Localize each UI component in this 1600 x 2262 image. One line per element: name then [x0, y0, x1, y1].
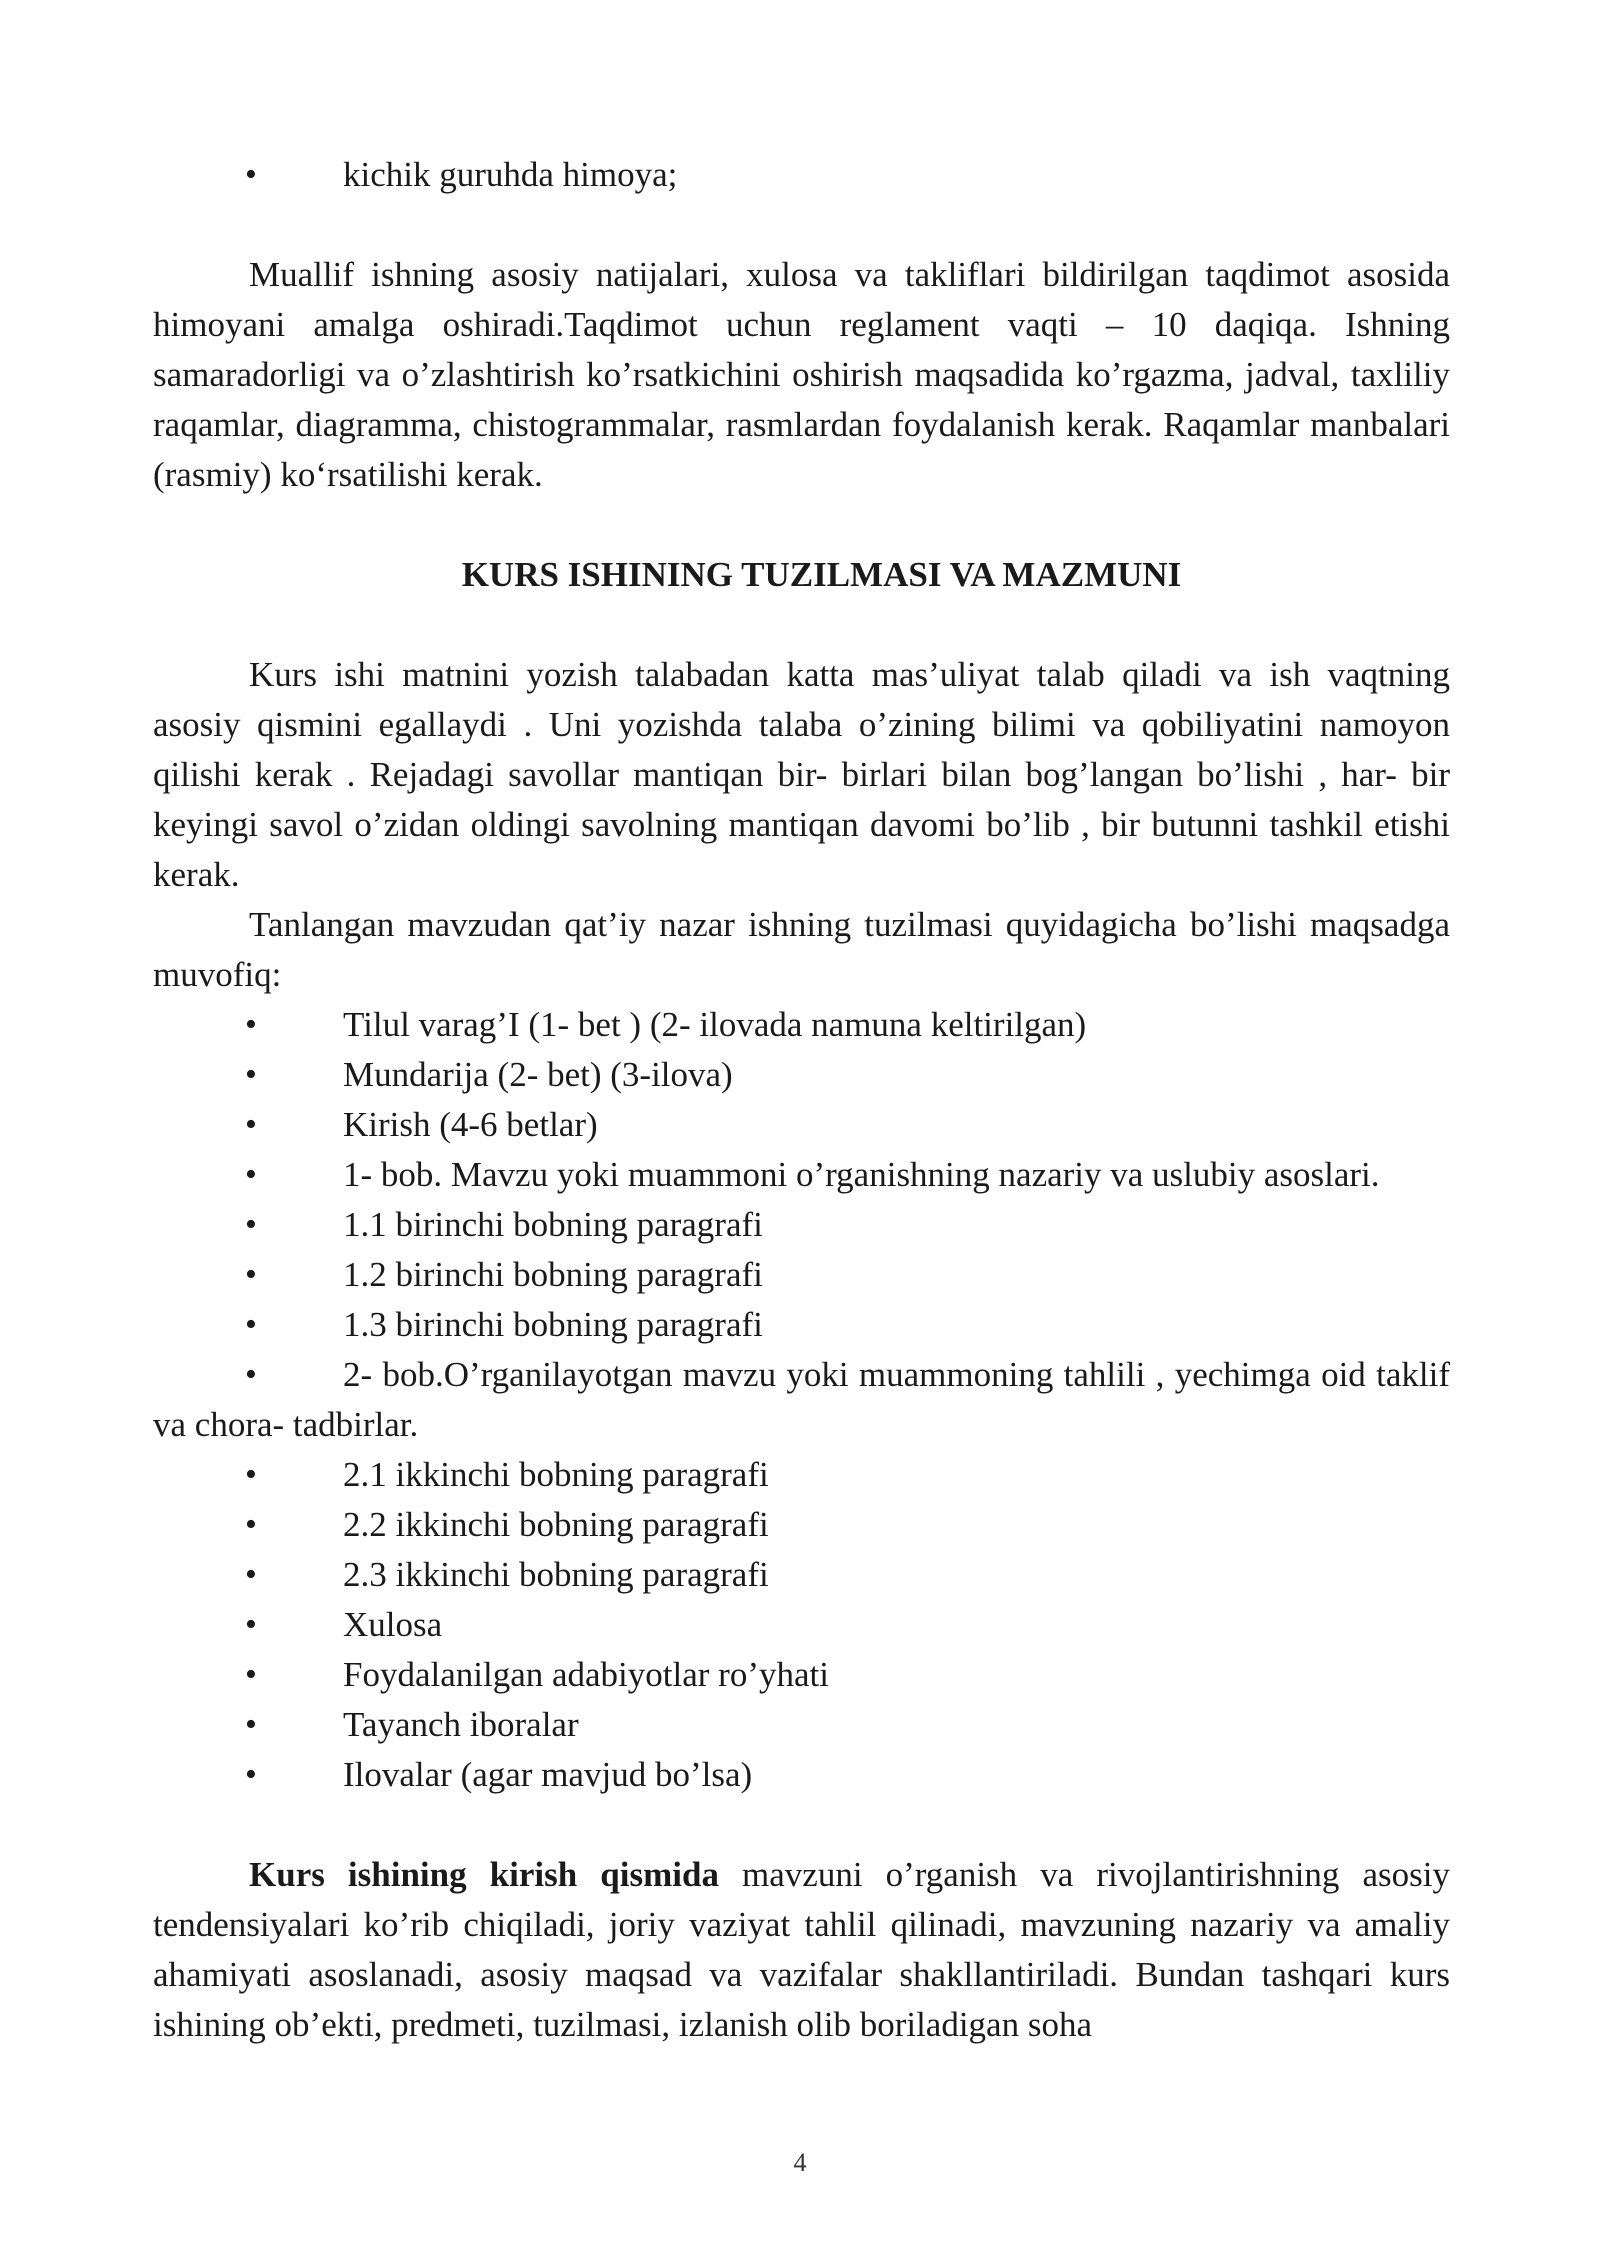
- paragraph-writing: Kurs ishi matnini yozish talabadan katta mas’uliyat talab qiladi va ish vaqtning asosiy qismini egallaydi . Uni yozishda talaba o’zining bilimi va qobiliyatini namoyon qilishi kerak . Rejadagi savollar mantiqan bir- birlari bilan bog’langan bo’lishi , har- bir keyingi savol o’zidan oldingi savolning mantiqan davomi bo’lib , bir butunni tashkil etishi kerak.: [153, 655, 1450, 894]
- paragraph-structure-intro: Tanlangan mavzudan qat’iy nazar ishning tuzilmasi quyidagicha bo’lishi maqsadga muvofiq:: [153, 905, 1450, 994]
- list-item-text: Kirish (4-6 betlar): [343, 1105, 598, 1144]
- bullet-icon: •: [245, 1556, 257, 1593]
- list-item-text: 2.1 ikkinchi bobning paragrafi: [343, 1455, 769, 1494]
- list-item: [153, 1100, 1450, 1150]
- list-item-text: Xulosa: [343, 1605, 443, 1644]
- list-item-text: 1- bob. Mavzu yoki muammoni o’rganishning nazariy va uslubiy asoslari.: [343, 1155, 1380, 1194]
- paragraph-defense: Muallif ishning asosiy natijalari, xulosa va takliflari bildirilgan taqdimot asosida himoyani amalga oshiradi.Taqdimot uchun reglament vaqti – 10 daqiqa. Ishning samaradorligi va o’zlashtirish ko’rsatkichini oshirish maqsadida ko’rgazma, jadval, taxliliy raqamlar, diagramma, chistogrammalar, rasmlardan foydalanish kerak. Raqamlar manbalari (rasmiy) ko‘rsatilishi kerak.: [153, 255, 1450, 494]
- paragraph-introduction-text: mavzuni o’rganish va rivojlantirishning asosiy tendensiyalari ko’rib chiqiladi, joriy vaziyat tahlil qilinadi, mavzuning nazariy va amaliy ahamiyati asoslanadi, asosiy maqsad va vazifalar shakllantiriladi. Bundan tashqari kurs ishining ob’ekti, predmeti, tuzilmasi, izlanish olib boriladigan soha: [153, 1855, 1450, 2044]
- bullet-icon: •: [245, 1156, 257, 1193]
- list-item: [153, 1550, 1450, 1600]
- section-heading: KURS ISHINING TUZILMASI VA MAZMUNI: [461, 555, 1182, 594]
- page-content: [153, 150, 1450, 2050]
- list-item: [153, 1000, 1450, 1050]
- bullet-icon: •: [245, 1056, 257, 1093]
- list-item: [153, 1200, 1450, 1250]
- list-item-text: 2- bob.O’rganilayotgan mavzu yoki muammoning tahlili , yechimga oid taklif va chora- tadbirlar.: [153, 1355, 1450, 1444]
- list-item: [153, 1450, 1450, 1500]
- blank-line: [153, 200, 1450, 250]
- bullet-icon: •: [245, 1456, 257, 1493]
- list-item: [153, 1750, 1450, 1800]
- bullet-icon: •: [245, 1756, 257, 1793]
- list-item-text: Tayanch iboralar: [343, 1705, 579, 1744]
- list-item: [153, 1350, 1450, 1450]
- list-item-text: Mundarija (2- bet) (3-ilova): [343, 1055, 733, 1094]
- bullet-icon: •: [245, 1606, 257, 1643]
- list-item: [153, 1650, 1450, 1700]
- blank-line: [153, 600, 1450, 650]
- list-item: [153, 1700, 1450, 1750]
- list-item: [153, 1050, 1450, 1100]
- bullet-icon: •: [245, 1306, 257, 1343]
- list-item-text: Ilovalar (agar mavjud bo’lsa): [343, 1755, 753, 1794]
- page-number: 4: [793, 2148, 807, 2177]
- structure-list: [153, 1000, 1450, 1800]
- list-item: [153, 1500, 1450, 1550]
- bullet-icon: •: [245, 1706, 257, 1743]
- blank-line: [153, 1800, 1450, 1850]
- bold-lead-text: Kurs ishining kirish qismida: [249, 1855, 719, 1894]
- paragraph-introduction: [153, 1850, 1450, 2050]
- bullet-icon: •: [245, 1106, 257, 1143]
- bullet-icon: •: [245, 1656, 257, 1693]
- list-item-text: kichik guruhda himoya;: [343, 155, 678, 194]
- bullet-icon: •: [245, 1256, 257, 1293]
- blank-line: [153, 500, 1450, 550]
- list-item: [153, 1250, 1450, 1300]
- list-item: [153, 1150, 1450, 1200]
- list-item: [153, 1300, 1450, 1350]
- bullet-icon: •: [245, 156, 257, 193]
- list-item-text: 2.3 ikkinchi bobning paragrafi: [343, 1555, 769, 1594]
- bullet-icon: •: [245, 1006, 257, 1043]
- list-item: [153, 1600, 1450, 1650]
- list-item-text: 1.2 birinchi bobning paragrafi: [343, 1255, 763, 1294]
- bullet-icon: •: [245, 1506, 257, 1543]
- bullet-icon: •: [245, 1356, 257, 1393]
- list-item-text: Tilul varag’I (1- bet ) (2- ilovada namuna keltirilgan): [343, 1005, 1087, 1044]
- list-item: [153, 150, 1450, 200]
- list-item-text: 2.2 ikkinchi bobning paragrafi: [343, 1505, 769, 1544]
- bullet-icon: •: [245, 1206, 257, 1243]
- list-item-text: Foydalanilgan adabiyotlar ro’yhati: [343, 1655, 829, 1694]
- list-item-text: 1.1 birinchi bobning paragrafi: [343, 1205, 763, 1244]
- list-item-text: 1.3 birinchi bobning paragrafi: [343, 1305, 763, 1344]
